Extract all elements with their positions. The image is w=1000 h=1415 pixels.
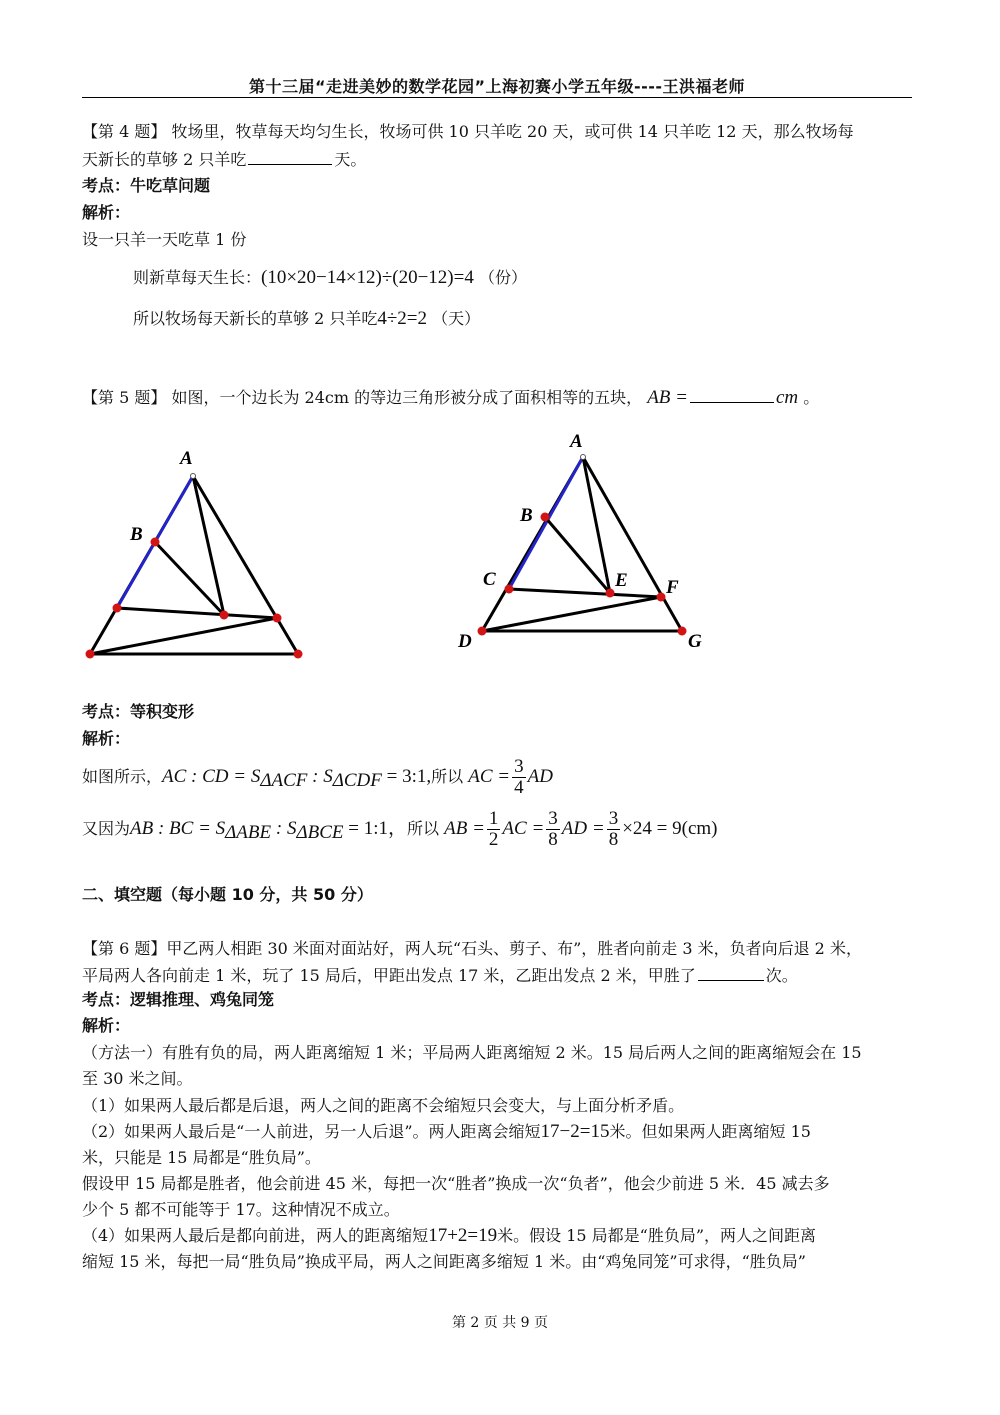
- frac-denominator: 4: [514, 777, 524, 798]
- q4-line2-text: 天新长的草够 2 只羊吃: [82, 150, 247, 169]
- q4-jiexi: 解析：: [82, 203, 131, 222]
- header-rule: [82, 97, 912, 98]
- q6-p4-text: （2）如果两人最后是“一人前进，另一人后退”。两人距离会缩短: [82, 1122, 541, 1141]
- q5-step2-ratio: AB : BC = S: [130, 818, 226, 839]
- point-g: [678, 627, 687, 636]
- q4-answer-blank: [248, 147, 332, 165]
- q4-line1: 【第 4 题】 牧场里，牧草每天均匀生长，牧场可供 10 只羊吃 20 天，或可供 14 只羊吃 12 天，那么牧场每: [82, 122, 854, 141]
- q6-line2-text: 平局两人各向前走 1 米，玩了 15 局后，甲距出发点 17 米，乙距出发点 2 米，甲胜了: [82, 966, 696, 985]
- point-e: [606, 589, 615, 598]
- q6-p2: 至 30 米之间。: [82, 1069, 193, 1088]
- point-d: [478, 627, 487, 636]
- point-d: [86, 650, 95, 659]
- q6-line2-end: 次。: [765, 966, 798, 985]
- right-side: [583, 457, 682, 631]
- q4-step3: [133, 307, 480, 331]
- q5-kaodian: 考点：等积变形: [82, 702, 195, 721]
- point-b: [541, 513, 550, 522]
- q4-step1: 设一只羊一天吃草 1 份: [82, 230, 247, 249]
- segment-cf: [117, 608, 277, 618]
- figure-left-triangle: [80, 440, 320, 670]
- frac-denominator: 8: [608, 829, 619, 850]
- segment-ae: [583, 457, 610, 593]
- point-f: [273, 614, 282, 623]
- point-a: [191, 474, 196, 479]
- section-2-title: 二、填空题（每小题 10 分，共 50 分）: [82, 885, 373, 904]
- point-a: [581, 455, 586, 460]
- q5-step1-sub1: ΔACF: [260, 770, 308, 792]
- q6-p4: [82, 1120, 811, 1144]
- q4-kaodian: 考点：牛吃草问题: [82, 176, 211, 195]
- q6-p1: （方法一）有胜有负的局，两人距离缩短 1 米；平局两人距离缩短 2 米。15 局后两人之间的距离缩短会在 15: [82, 1043, 862, 1062]
- page-header: 第十三届“走进美妙的数学花园”上海初赛小学五年级----王洪福老师: [248, 77, 746, 96]
- point-g: [294, 650, 303, 659]
- frac-numerator: 1: [488, 808, 499, 829]
- q5-step2-frac1: [487, 809, 501, 850]
- q6-jiexi: 解析：: [82, 1016, 131, 1035]
- point-f: [657, 593, 666, 602]
- label-c: C: [483, 569, 496, 590]
- q5-step2-ab: AB =: [444, 818, 485, 839]
- label-a: A: [180, 448, 193, 469]
- segment-be: [155, 542, 224, 615]
- q6-p9: 缩短 15 米，每把一局“胜负局”换成平局，两人之间距离多缩短 1 米。由“鸡兔同笼”可求得，“胜负局”: [82, 1252, 806, 1271]
- q6-line2: [82, 963, 798, 988]
- q5-line1: [82, 385, 819, 410]
- q6-p5: 米，只能是 15 局都是“胜负局”。: [82, 1148, 321, 1167]
- q4-step2: [133, 266, 527, 290]
- q5-step2-frac3: [607, 809, 621, 850]
- label-e: E: [615, 570, 628, 591]
- q5-line1-text: 【第 5 题】 如图，一个边长为 24cm 的等边三角形被分成了面积相等的五块，: [82, 388, 643, 407]
- q4-step2-unit: （份）: [478, 268, 527, 287]
- segment-be: [545, 517, 610, 593]
- q4-step2-text: 则新草每天生长：: [133, 268, 262, 287]
- point-c: [113, 604, 122, 613]
- q5-step2-end: ×24 = 9(cm): [622, 818, 718, 839]
- segment-cf: [509, 589, 661, 597]
- q5-step1-eq: = 3:1,: [381, 766, 432, 787]
- q5-step1-ac: AC =: [468, 766, 511, 787]
- q5-step1-text: 如图所示，: [82, 767, 163, 786]
- q5-step2-sub1: ΔABE: [225, 822, 272, 844]
- frac-numerator: 3: [608, 808, 619, 829]
- q6-p8-text: （4）如果两人最后是都向前进，两人的距离缩短: [82, 1226, 429, 1245]
- label-b: B: [130, 524, 143, 545]
- point-c: [505, 585, 514, 594]
- q6-p8-end: 米。假设 15 局都是“胜负局”，两人之间距离: [497, 1226, 817, 1245]
- q4-step3-unit: （天）: [432, 309, 481, 328]
- point-b: [151, 538, 160, 547]
- q5-ab-math: AB =: [647, 387, 688, 408]
- q6-p6: 假设甲 15 局都是胜者，他会前进 45 米，每把一次“胜者”换成一次“负者”，他会少前进 5 米．45 减去多: [82, 1174, 830, 1193]
- figure-right-triangle: [450, 425, 720, 660]
- q5-step2-so: 所以: [407, 819, 440, 838]
- q5-step2: [82, 808, 717, 854]
- q5-step2-ad: AD =: [561, 818, 605, 839]
- q4-step3-text: 所以牧场每天新长的草够 2 只羊吃: [133, 309, 378, 328]
- q5-step1-frac: [512, 757, 526, 798]
- segment-df: [90, 618, 277, 654]
- frac-denominator: 8: [548, 829, 558, 850]
- frac-numerator: 3: [548, 808, 558, 829]
- label-b: B: [520, 505, 533, 526]
- label-f: F: [666, 577, 679, 598]
- q5-step2-eq: = 1:1，: [343, 818, 408, 839]
- q6-p4-math: 17−2=15: [540, 1121, 610, 1142]
- label-g: G: [688, 631, 702, 652]
- q5-jiexi: 解析：: [82, 729, 131, 748]
- segment-ae: [193, 476, 224, 615]
- q4-step3-math: 4÷2=2: [377, 308, 428, 329]
- label-a: A: [570, 431, 583, 452]
- q4-line2-end: 天。: [334, 150, 367, 169]
- q5-line1-end: 。: [803, 388, 820, 407]
- page-footer: 第 2 页 共 9 页: [451, 1315, 549, 1331]
- label-d: D: [458, 631, 472, 652]
- point-e: [220, 611, 229, 620]
- frac-numerator: 3: [514, 756, 524, 777]
- q5-step1: [82, 756, 553, 802]
- q6-line1: 【第 6 题】甲乙两人相距 30 米面对面站好，两人玩“石头、剪子、布”，胜者向前走 3 米，负者向后退 2 米，: [82, 939, 862, 958]
- q4-line2: [82, 147, 366, 172]
- segment-df: [482, 597, 661, 631]
- q5-step2-mid: : S: [271, 818, 297, 839]
- q4-step2-math: (10×20−14×12)÷(20−12)=4: [261, 267, 474, 288]
- q5-step2-ac: AC =: [502, 818, 545, 839]
- q5-unit: cm: [776, 387, 799, 408]
- q5-step1-so: 所以: [431, 767, 464, 786]
- q6-kaodian: 考点：逻辑推理、鸡兔同笼: [82, 990, 275, 1009]
- q6-p8-math: 17+2=19: [428, 1225, 498, 1246]
- q5-step2-frac2: [546, 809, 560, 850]
- frac-denominator: 2: [488, 829, 499, 850]
- q5-step1-ratio: AC : CD = S: [162, 766, 261, 787]
- q5-step1-sub2: ΔCDF: [332, 770, 382, 792]
- q5-step1-mid: : S: [307, 766, 333, 787]
- q5-step1-ad: AD: [527, 766, 553, 787]
- right-side: [193, 476, 298, 654]
- q6-p8: [82, 1224, 816, 1248]
- q5-step2-sub2: ΔBCE: [296, 822, 344, 844]
- q6-p4-end: 米。但如果两人距离缩短 15: [609, 1122, 811, 1141]
- q6-p7: 少个 5 都不可能等于 17。这种情况不成立。: [82, 1200, 400, 1219]
- q6-answer-blank: [698, 963, 764, 981]
- q5-step2-text: 又因为: [82, 819, 131, 838]
- q6-p3: （1）如果两人最后都是后退，两人之间的距离不会缩短只会变大，与上面分析矛盾。: [82, 1096, 685, 1115]
- q5-answer-blank: [690, 385, 774, 403]
